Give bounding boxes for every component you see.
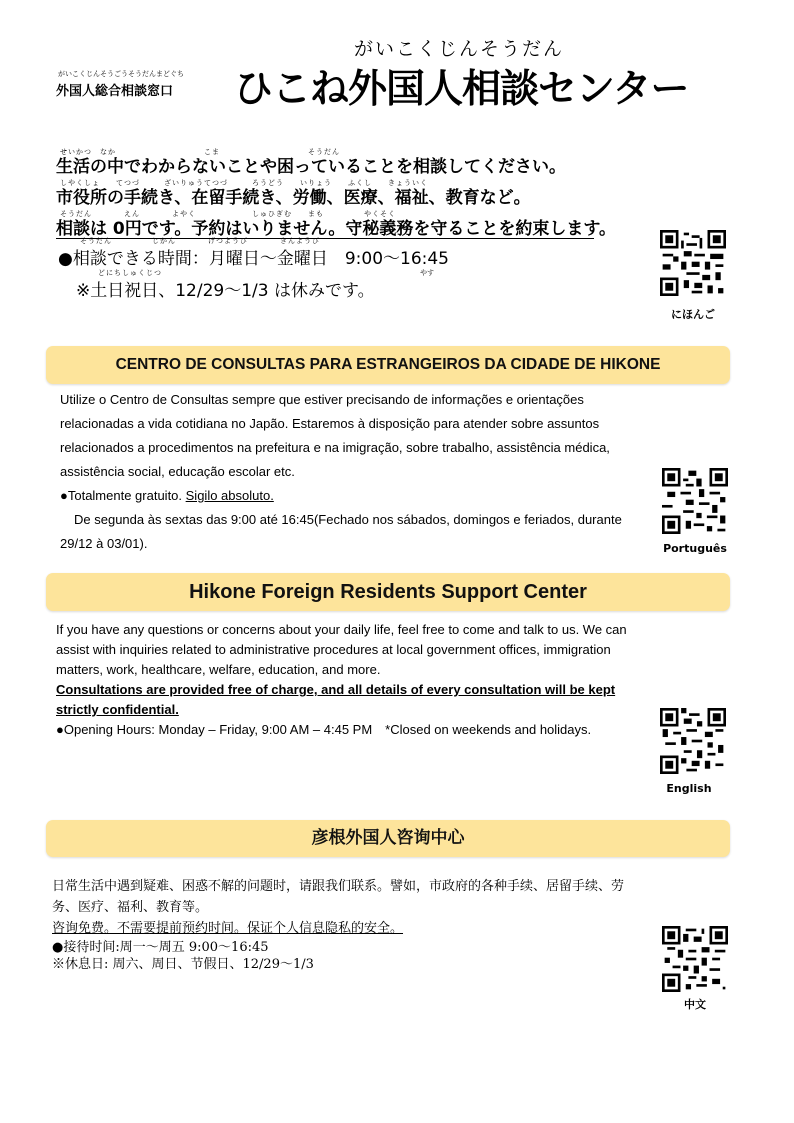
english-banner: Hikone Foreign Residents Support Center (46, 573, 730, 611)
page-title: ひこね外国人相談センター (234, 67, 689, 112)
english-body: If you have any questions or concerns about your daily life, feel free to come and talk to us. We can assist with inquiries related to administrative procedures at local government offices, immigration matters, work, healthcare, welfare, education, and more. (56, 622, 627, 677)
japanese-line-3-ruby: そうだん えん よやく しゅひぎむ まも やくそく (60, 210, 396, 218)
japanese-closed-days: ※土日祝日、12/29～1/3 は休みです。 (76, 281, 375, 301)
japanese-closed-ruby-b: やす (420, 269, 434, 277)
japanese-line-1-ruby: せいかつ なか こま そうだん (60, 148, 340, 156)
portuguese-free: ●Totalmente gratuito. (60, 488, 186, 503)
english-hours: ●Opening Hours: Monday – Friday, 9:00 AM – 4:45 PM *Closed on weekends and holidays. (56, 722, 592, 737)
portuguese-free-line (60, 484, 650, 508)
japanese-line-3-text: 相談は 0円です。予約はいりません。守秘義務を守ることを約束します。 (56, 219, 617, 239)
japanese-line-1-text: 生活の中でわからないことや困っていることを相談してください。 (56, 157, 566, 177)
chinese-free: 咨询免费。不需要提前预约时间。保证个人信息隐私的安全。 (52, 921, 404, 936)
japanese-intro (56, 148, 656, 241)
header-small-ruby: がいこくじんそうごうそうだんまどぐち (58, 70, 184, 78)
english-confidential: Consultations are provided free of charge, and all details of every consultation will be kept strictly confidential. (56, 682, 616, 717)
portuguese-hours: De segunda às sextas das 9:00 até 16:45(Fechado nos sábados, domingos e feriados, durante 29/12 à 03/01). (60, 512, 622, 551)
chinese-banner: 彦根外国人咨询中心 (46, 820, 730, 857)
japanese-line-2-ruby: しやくしょ てつづ ざいりゅうてつづ ろうどう いりょう ふくし きょういく (60, 179, 428, 187)
chinese-body: 日常生活中遇到疑难、困惑不解的问题时，请跟我们联系。譬如，市政府的各种手续、居留手续、劳务、医疗、福利、教育等。 (52, 879, 625, 915)
japanese-hours: ●相談できる時間：月曜日～金曜日 9:00～16:45 (58, 249, 449, 269)
qr-code-icon-chinese[interactable] (662, 926, 728, 992)
qr-label-english: English (666, 782, 712, 795)
portuguese-section (60, 388, 650, 556)
japanese-closed-ruby-a: どにちしゅくじつ (98, 269, 162, 277)
chinese-closed: ※休息日: 周六、周日、节假日、12/29～1/3 (52, 957, 314, 972)
title-ruby: がいこくじんそうだん (354, 38, 565, 60)
qr-label-portuguese: Português (663, 542, 727, 555)
japanese-line-2-text: 市役所の手続き、在留手続き、労働、医療、福祉、教育など。 (56, 188, 531, 208)
japanese-line-1 (56, 148, 656, 179)
portuguese-body: Utilize o Centro de Consultas sempre que estiver precisando de informações e orientações relacionadas a vida cotidiana no Japão. Estaremos à disposição para atender sobre assuntos relacionados a procedimentos na prefeitura e na imigração, sobre trabalho, assistência médica, assistência social, educação escolar etc. (60, 392, 610, 479)
qr-code-icon-japanese[interactable] (660, 230, 726, 296)
japanese-hours-ruby: そうだん じかん げつようび きんようび (80, 237, 320, 245)
japanese-line-2 (56, 179, 656, 210)
portuguese-banner: CENTRO DE CONSULTAS PARA ESTRANGEIROS DA CIDADE DE HIKONE (46, 346, 730, 384)
portuguese-secret: Sigilo absoluto. (185, 488, 274, 503)
qr-code-icon-portuguese[interactable] (662, 468, 728, 534)
english-section (56, 620, 656, 740)
header-small-label: 外国人総合相談窓口 (56, 84, 174, 99)
qr-label-chinese: 中文 (684, 998, 706, 1011)
qr-label-japanese: にほんご (671, 308, 715, 321)
chinese-hours: ●接待时间:周一～周五 9:00～16:45 (52, 940, 269, 955)
qr-code-icon-english[interactable] (660, 708, 726, 774)
chinese-section (52, 876, 642, 973)
